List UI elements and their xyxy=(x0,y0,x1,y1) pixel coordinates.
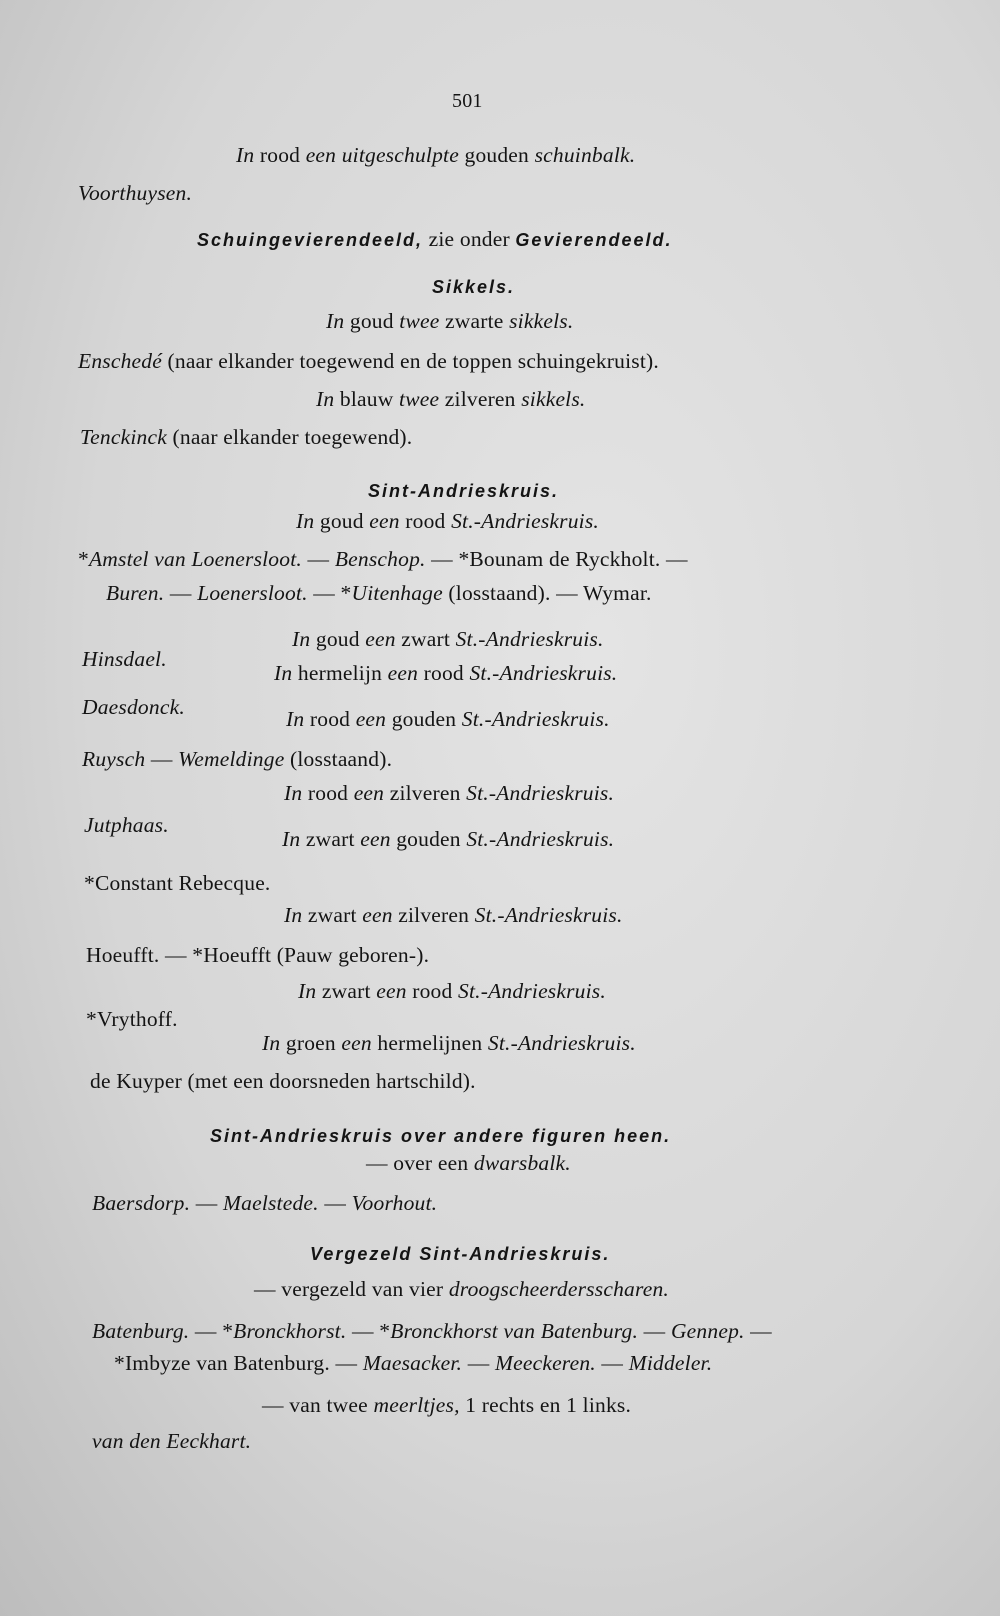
plain-text: — xyxy=(164,581,198,605)
italic-text: meerltjes, xyxy=(373,1393,460,1417)
italic-text: St.-Andrieskruis. xyxy=(487,1031,636,1055)
italic-text: In xyxy=(282,827,301,851)
plain-text: rood xyxy=(302,781,354,805)
italic-text: In xyxy=(284,781,303,805)
italic-text: In xyxy=(298,979,317,1003)
plain-text: — xyxy=(301,547,335,571)
text-line xyxy=(84,870,271,896)
plain-text: — over een xyxy=(366,1151,474,1175)
heading-text: Vergezeld Sint-Andrieskruis. xyxy=(310,1244,611,1264)
plain-text: — xyxy=(318,1191,352,1215)
text-line xyxy=(284,902,623,928)
italic-text: schuinbalk. xyxy=(534,143,636,167)
italic-text: een xyxy=(353,781,385,805)
italic-text: twee xyxy=(399,309,440,333)
text-line xyxy=(80,424,412,450)
italic-text: Enschedé xyxy=(78,349,162,373)
italic-text: Voorhout. xyxy=(351,1191,438,1215)
italic-text: Voorthuysen. xyxy=(78,181,193,205)
text-line xyxy=(316,386,586,412)
plain-text: rood xyxy=(406,979,459,1003)
italic-text: In xyxy=(316,387,335,411)
text-line xyxy=(92,1190,437,1216)
plain-text: groen xyxy=(280,1031,342,1055)
section-heading xyxy=(368,477,559,504)
italic-text: In xyxy=(326,309,345,333)
plain-text: zilveren xyxy=(392,903,475,927)
plain-text: rood xyxy=(254,143,306,167)
text-line xyxy=(90,1068,476,1094)
plain-text: — van twee xyxy=(262,1393,374,1417)
plain-text: (naar elkander toegewend). xyxy=(166,425,413,449)
italic-text: In xyxy=(262,1031,281,1055)
italic-text: St.-Andrieskruis. xyxy=(461,707,610,731)
italic-text: St.-Andrieskruis. xyxy=(451,509,599,533)
text-line xyxy=(262,1030,636,1056)
italic-text: droogscheerdersscharen. xyxy=(448,1277,670,1301)
text-line xyxy=(254,1276,669,1302)
text-line xyxy=(274,660,617,686)
plain-text: zie onder xyxy=(423,227,516,251)
plain-text: blauw xyxy=(334,387,400,411)
plain-text: zilveren xyxy=(384,781,467,805)
plain-text: — xyxy=(462,1351,495,1375)
italic-text: In xyxy=(236,143,255,167)
plain-text: — xyxy=(638,1319,671,1343)
italic-text: Loenersloot. xyxy=(197,581,308,605)
italic-text: Tenckinck xyxy=(80,425,167,449)
italic-text: Middeler. xyxy=(628,1351,713,1375)
page-number: 501 xyxy=(452,90,483,112)
italic-text: Jutphaas. xyxy=(84,813,169,837)
plain-text: (losstaand). xyxy=(284,747,393,771)
plain-text: (losstaand). — Wymar. xyxy=(442,581,652,605)
italic-text: St.-Andrieskruis. xyxy=(469,661,618,685)
italic-text: Benschop. xyxy=(334,547,426,571)
italic-text: St.-Andrieskruis. xyxy=(474,903,623,927)
italic-text: Batenburg. xyxy=(92,1319,190,1343)
text-line xyxy=(86,1006,178,1032)
section-heading xyxy=(210,1122,671,1149)
italic-text: Gennep. xyxy=(670,1319,745,1343)
heading-text: Sint-Andrieskruis. xyxy=(368,481,560,501)
text-line xyxy=(78,180,192,206)
heading-text: Gevierendeeld. xyxy=(515,230,673,250)
text-line xyxy=(82,646,167,672)
italic-text: In xyxy=(274,661,293,685)
plain-text: de Kuyper (met een doorsneden hartschild). xyxy=(90,1069,476,1093)
italic-text: St.-Andrieskruis. xyxy=(458,979,606,1003)
plain-text: *Vrythoff. xyxy=(86,1007,178,1031)
plain-text: zwarte xyxy=(439,309,510,333)
heading-text: Sikkels. xyxy=(432,277,516,297)
section-heading xyxy=(197,226,672,253)
italic-text: een xyxy=(369,509,400,533)
text-line xyxy=(106,580,652,606)
plain-text: Hoeufft. — *Hoeufft (Pauw geboren-). xyxy=(86,943,430,967)
italic-text: een uitgeschulpte xyxy=(305,143,459,167)
plain-text: zwart xyxy=(395,627,456,651)
text-line xyxy=(326,308,573,334)
italic-text: Bronckhorst. xyxy=(233,1319,347,1343)
italic-text: Baersdorp. xyxy=(92,1191,191,1215)
text-line xyxy=(78,348,659,374)
plain-text: (naar elkander toegewend en de toppen schuingekruist). xyxy=(161,349,659,373)
text-line xyxy=(292,626,604,652)
italic-text: sikkels. xyxy=(509,309,574,333)
plain-text: — * xyxy=(307,581,352,605)
heading-text: Schuingevierendeeld, xyxy=(197,230,424,250)
plain-text: * xyxy=(78,547,89,571)
plain-text: — xyxy=(145,747,179,771)
italic-text: In xyxy=(284,903,303,927)
text-line xyxy=(366,1150,571,1176)
italic-text: Maesacker. xyxy=(362,1351,463,1375)
italic-text: dwarsbalk. xyxy=(473,1151,571,1175)
plain-text: goud xyxy=(310,627,366,651)
italic-text: een xyxy=(362,903,393,927)
text-line xyxy=(92,1318,772,1344)
plain-text: 1 rechts en 1 links. xyxy=(459,1393,632,1417)
italic-text: St.-Andrieskruis. xyxy=(466,827,615,851)
italic-text: In xyxy=(292,627,311,651)
text-line xyxy=(282,826,614,852)
text-line xyxy=(298,978,606,1004)
italic-text: Meeckeren. xyxy=(494,1351,596,1375)
section-heading xyxy=(310,1240,610,1267)
italic-text: twee xyxy=(399,387,440,411)
italic-text: Maelstede. xyxy=(223,1191,319,1215)
text-line xyxy=(86,942,429,968)
plain-text: gouden xyxy=(386,707,462,731)
plain-text: *Imbyze van Batenburg. — xyxy=(114,1351,363,1375)
plain-text: goud xyxy=(344,309,400,333)
italic-text: Wemeldinge xyxy=(178,747,285,771)
plain-text: rood xyxy=(418,661,470,685)
italic-text: Buren. xyxy=(106,581,165,605)
text-line xyxy=(262,1392,631,1418)
plain-text: — vergezeld van vier xyxy=(254,1277,449,1301)
plain-text: — xyxy=(744,1319,772,1343)
italic-text: In xyxy=(286,707,305,731)
plain-text: goud xyxy=(314,509,370,533)
italic-text: St.-Andrieskruis. xyxy=(466,781,615,805)
italic-text: sikkels. xyxy=(521,387,586,411)
text-line xyxy=(84,812,169,838)
italic-text: een xyxy=(365,627,396,651)
section-heading xyxy=(432,273,515,300)
text-line xyxy=(296,508,599,534)
italic-text: Amstel van Loenersloot. xyxy=(88,547,302,571)
plain-text: zilveren xyxy=(439,387,522,411)
text-line xyxy=(236,142,635,168)
italic-text: een xyxy=(341,1031,372,1055)
italic-text: Ruysch xyxy=(82,747,146,771)
heading-text: Sint-Andrieskruis over andere figuren heen. xyxy=(210,1126,672,1146)
plain-text: zwart xyxy=(300,827,361,851)
plain-text: — * xyxy=(189,1319,234,1343)
italic-text: een xyxy=(376,979,407,1003)
italic-text: In xyxy=(296,509,315,533)
italic-text: Uitenhage xyxy=(351,581,443,605)
text-line xyxy=(82,746,392,772)
italic-text: St.-Andrieskruis. xyxy=(455,627,604,651)
plain-text: zwart xyxy=(316,979,377,1003)
plain-text: hermelijnen xyxy=(371,1031,488,1055)
italic-text: Hinsdael. xyxy=(82,647,167,671)
text-line xyxy=(82,694,185,720)
text-line xyxy=(286,706,610,732)
italic-text: Bronckhorst van Batenburg. xyxy=(390,1319,639,1343)
italic-text: een xyxy=(387,661,419,685)
plain-text: — xyxy=(190,1191,224,1215)
plain-text: gouden xyxy=(458,143,535,167)
plain-text: zwart xyxy=(302,903,363,927)
plain-text: rood xyxy=(304,707,356,731)
text-line xyxy=(114,1350,712,1376)
text-line xyxy=(78,546,688,572)
text-line xyxy=(284,780,614,806)
italic-text: Daesdonck. xyxy=(82,695,185,719)
plain-text: *Constant Rebecque. xyxy=(84,871,271,895)
plain-text: — * xyxy=(346,1319,391,1343)
plain-text: — *Bounam de Ryckholt. — xyxy=(425,547,688,571)
plain-text: hermelijn xyxy=(292,661,388,685)
italic-text: van den Eeckhart. xyxy=(92,1429,252,1453)
italic-text: een xyxy=(360,827,391,851)
plain-text: gouden xyxy=(390,827,467,851)
plain-text: rood xyxy=(399,509,452,533)
italic-text: een xyxy=(355,707,387,731)
text-line xyxy=(92,1428,251,1454)
plain-text: — xyxy=(595,1351,629,1375)
